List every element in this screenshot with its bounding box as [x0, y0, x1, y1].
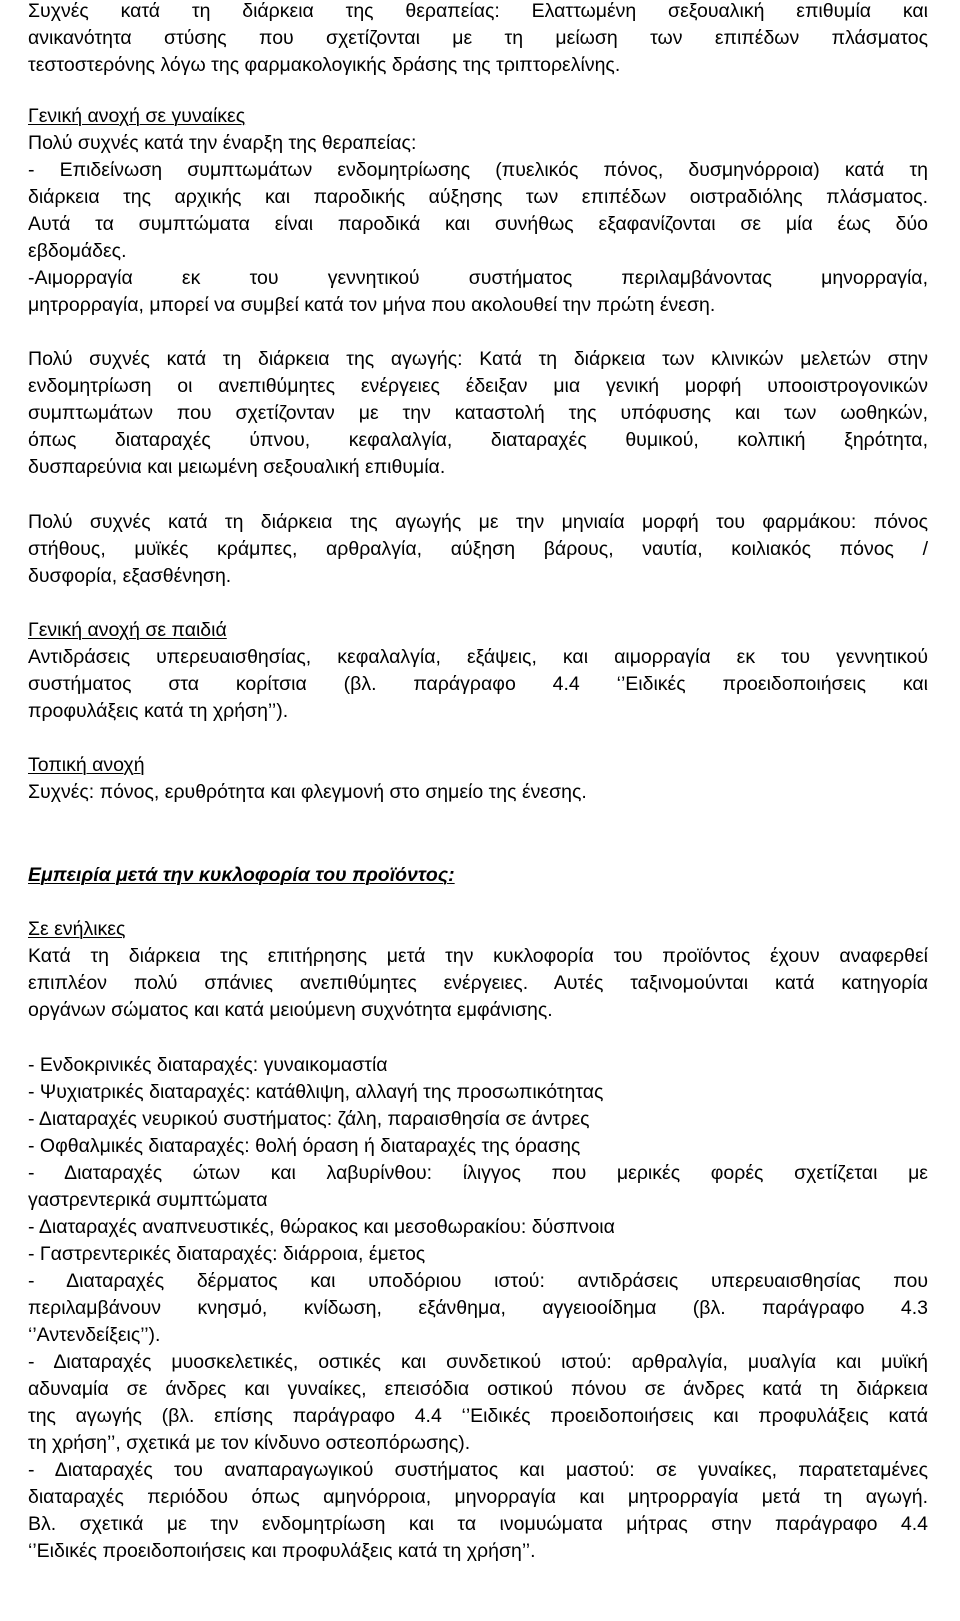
paragraph-line: Κατά τη διάρκεια της επιτήρησης μετά την κυκλοφορία του προϊόντος έχουν αναφερθεί — [28, 945, 928, 967]
paragraph-line: -Αιμορραγία εκ του γεννητικού συστήματος περιλαμβάνοντας μηνορραγία, — [28, 267, 928, 289]
list-item: διαταραχές περιόδου όπως αμηνόρροια, μηνορραγία και μητρορραγία μετά τη αγωγή. — [28, 1486, 928, 1508]
paragraph-line: μητρορραγία, μπορεί να συμβεί κατά τον μήνα που ακολουθεί την πρώτη ένεση. — [28, 294, 716, 316]
list-item: - Διαταραχές ώτων και λαβυρίνθου: ίλιγγος που μερικές φορές σχετίζεται με — [28, 1162, 928, 1184]
paragraph-line: Αντιδράσεις υπερευαισθησίας, κεφαλαλγία, εξάψεις, και αιμορραγία εκ του γεννητικού — [28, 646, 928, 668]
paragraph-line: - Επιδείνωση συμπτωμάτων ενδομητρίωσης (πυελικός πόνος, δυσμηνόρροια) κατά τη — [28, 159, 928, 181]
list-item: ‘’Αντενδείξεις’’). — [28, 1324, 161, 1346]
list-item: της αγωγής (βλ. επίσης παράγραφο 4.4 ‘’Ειδικές προειδοποιήσεις και προφυλάξεις κατά — [28, 1405, 928, 1427]
paragraph-line: Πολύ συχνές κατά την έναρξη της θεραπείας: — [28, 132, 417, 154]
paragraph-line: προφυλάξεις κατά τη χρήση’’). — [28, 700, 289, 722]
list-item: - Διαταραχές αναπνευστικές, θώρακος και μεσοθωρακίου: δύσπνοια — [28, 1216, 615, 1238]
paragraph-line: Συχνές κατά τη διάρκεια της θεραπείας: Ελαττωμένη σεξουαλική επιθυμία και — [28, 0, 928, 22]
list-item: - Διαταραχές μυοσκελετικές, οστικές και συνδετικού ιστού: αρθραλγία, μυαλγία και μυϊκή — [28, 1351, 928, 1373]
list-item: αδυναμία σε άνδρες και γυναίκες, επεισόδια οστικού πόνου σε άνδρες κατά τη διάρκεια — [28, 1378, 928, 1400]
list-item: περιλαμβάνουν κνησμό, κνίδωση, εξάνθημα, αγγειοοίδημα (βλ. παράγραφο 4.3 — [28, 1297, 928, 1319]
paragraph-line: διάρκεια της αρχικής και παροδικής αύξησης των επιπέδων οιστραδιόλης πλάσματος. — [28, 186, 928, 208]
paragraph-line: τεστοστερόνης λόγω της φαρμακολογικής δράσης της τριπτορελίνης. — [28, 54, 621, 76]
paragraph-line: Συχνές: πόνος, ερυθρότητα και φλεγμονή στο σημείο της ένεσης. — [28, 781, 587, 803]
section-heading-children: Γενική ανοχή σε παιδιά — [28, 619, 227, 641]
paragraph-line: επιπλέον πολύ σπάνιες ανεπιθύμητες ενέργειες. Αυτές ταξινομούνται κατά κατηγορία — [28, 972, 928, 994]
list-item: Βλ. σχετικά με την ενδομητρίωση και τα ινομυώματα μήτρας στην παράγραφο 4.4 — [28, 1513, 928, 1535]
list-item: - Ψυχιατρικές διαταραχές: κατάθλιψη, αλλαγή της προσωπικότητας — [28, 1081, 604, 1103]
paragraph-line: συστήματος στα κορίτσια (βλ. παράγραφο 4.4 ‘’Ειδικές προειδοποιήσεις και — [28, 673, 928, 695]
list-item: τη χρήση’’, σχετικά με τον κίνδυνο οστεοπόρωσης). — [28, 1432, 471, 1454]
section-heading-post-marketing: Εμπειρία μετά την κυκλοφορία του προϊόντος: — [28, 864, 455, 886]
paragraph-line: δυσφορία, εξασθένηση. — [28, 565, 232, 587]
paragraph-line: ανικανότητα στύσης που σχετίζονται με τη μείωση των επιπέδων πλάσματος — [28, 27, 928, 49]
paragraph-line: εβδομάδες. — [28, 240, 127, 262]
paragraph-line: ενδομητρίωση οι ανεπιθύμητες ενέργειες έδειξαν μια γενική μορφή υποοιστρογονικών — [28, 375, 928, 397]
section-heading-local: Τοπική ανοχή — [28, 754, 145, 776]
list-item: - Διαταραχές του αναπαραγωγικού συστήματος και μαστού: σε γυναίκες, παρατεταμένες — [28, 1459, 928, 1481]
paragraph-line: δυσπαρεύνια και μειωμένη σεξουαλική επιθυμία. — [28, 456, 446, 478]
list-item: - Οφθαλμικές διαταραχές: θολή όραση ή διαταραχές της όρασης — [28, 1135, 581, 1157]
paragraph-line: οργάνων σώματος και κατά μειούμενη συχνότητα εμφάνισης. — [28, 999, 553, 1021]
paragraph-line: Πολύ συχνές κατά τη διάρκεια της αγωγής με την μηνιαία μορφή του φαρμάκου: πόνος — [28, 511, 928, 533]
list-item: ‘’Ειδικές προειδοποιήσεις και προφυλάξεις κατά τη χρήση’’. — [28, 1540, 536, 1562]
section-heading-adults: Σε ενήλικες — [28, 918, 126, 940]
list-item: γαστρεντερικά συμπτώματα — [28, 1189, 268, 1211]
paragraph-line: στήθους, μυϊκές κράμπες, αρθραλγία, αύξηση βάρους, ναυτία, κοιλιακός πόνος / — [28, 538, 928, 560]
list-item: - Διαταραχές δέρματος και υποδόριου ιστού: αντιδράσεις υπερευαισθησίας που — [28, 1270, 928, 1292]
list-item: - Ενδοκρινικές διαταραχές: γυναικομαστία — [28, 1054, 388, 1076]
paragraph-line: Αυτά τα συμπτώματα είναι παροδικά και συνήθως εξαφανίζονται σε μία έως δύο — [28, 213, 928, 235]
list-item: - Διαταραχές νευρικού συστήματος: ζάλη, παραισθησία σε άντρες — [28, 1108, 590, 1130]
paragraph-line: συμπτωμάτων που σχετίζονταν με την καταστολή της υπόφυσης και των ωοθηκών, — [28, 402, 928, 424]
paragraph-line: Πολύ συχνές κατά τη διάρκεια της αγωγής: Κατά τη διάρκεια των κλινικών μελετών στην — [28, 348, 928, 370]
paragraph-line: όπως διαταραχές ύπνου, κεφαλαλγία, διαταραχές θυμικού, κολπική ξηρότητα, — [28, 429, 928, 451]
list-item: - Γαστρεντερικές διαταραχές: διάρροια, έμετος — [28, 1243, 426, 1265]
section-heading-women: Γενική ανοχή σε γυναίκες — [28, 105, 246, 127]
